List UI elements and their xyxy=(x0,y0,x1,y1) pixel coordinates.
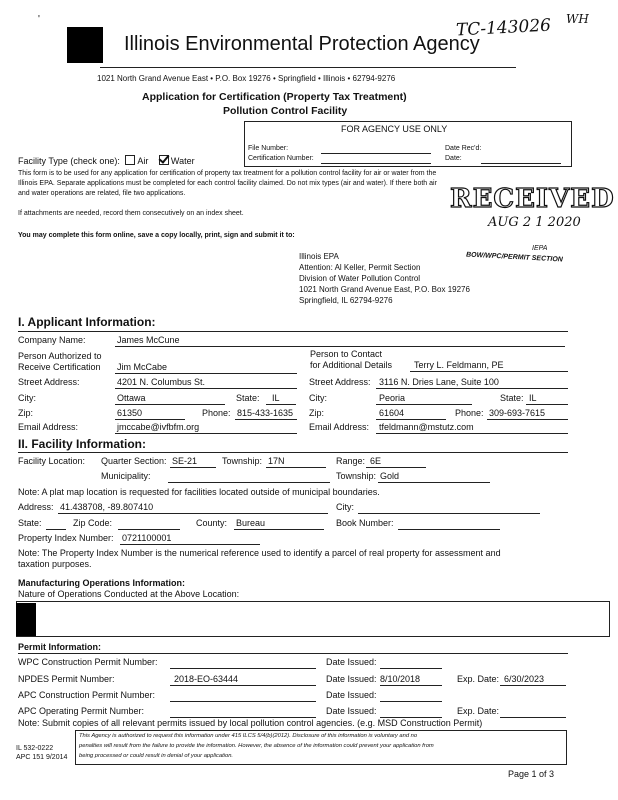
contact-value[interactable]: Terry L. Feldmann, PE xyxy=(414,360,504,370)
stamp-agency: IEPA xyxy=(532,245,548,252)
phone-value[interactable]: 815-433-1635 xyxy=(237,408,294,418)
header-rule xyxy=(100,67,516,68)
facility-state-label: State: xyxy=(18,518,42,528)
received-stamp: RECEIVED xyxy=(450,184,615,214)
apc-operating-date-label: Date Issued: xyxy=(326,706,377,716)
phone2-label: Phone: xyxy=(455,408,484,418)
email-value[interactable]: jmccabe@ivfbfm.org xyxy=(117,422,200,432)
city-label: City: xyxy=(18,393,36,403)
street-label: Street Address: xyxy=(18,377,80,387)
company-name-line xyxy=(115,346,565,347)
date-recd-label: Date Rec'd: xyxy=(445,145,482,152)
township-value[interactable]: Gold xyxy=(380,471,400,481)
street2-line xyxy=(376,388,568,389)
npdes-date-line xyxy=(380,685,442,686)
facility-address-label: Address: xyxy=(18,502,54,512)
apc-construction-line xyxy=(170,701,316,702)
file-number-label: File Number: xyxy=(248,145,289,152)
file-number-line xyxy=(321,153,431,154)
disclosure-box xyxy=(75,730,567,765)
instructions-line-1: This form is to be used for any application for certification of property tax treatment for a pollution control facility for air or water from the xyxy=(18,170,437,177)
contact-line xyxy=(410,371,568,372)
air-checkbox[interactable] xyxy=(125,155,135,165)
permit-rule xyxy=(18,653,568,654)
email-line xyxy=(115,433,297,434)
cert-number-line xyxy=(321,163,431,164)
pin-label: Property Index Number: xyxy=(18,533,114,543)
mailing-address xyxy=(299,251,470,306)
zip-line xyxy=(115,419,185,420)
book-number-label: Book Number: xyxy=(336,518,394,528)
street2-label: Street Address: xyxy=(309,377,371,387)
npdes-date-label: Date Issued: xyxy=(326,674,377,684)
state-line xyxy=(266,404,296,405)
agency-use-title: FOR AGENCY USE ONLY xyxy=(341,124,448,134)
water-checkbox[interactable] xyxy=(159,155,169,165)
range-line xyxy=(366,467,426,468)
facility-address-line xyxy=(58,513,328,514)
city2-label: City: xyxy=(309,393,327,403)
state-label: State: xyxy=(236,393,260,403)
wpc-date-label: Date Issued: xyxy=(326,657,377,667)
street2-value[interactable]: 3116 N. Dries Lane, Suite 100 xyxy=(379,377,499,387)
facility-zip-label: Zip Code: xyxy=(73,518,113,528)
apc-operating-label: APC Operating Permit Number: xyxy=(18,706,145,716)
facility-rule xyxy=(18,452,568,453)
zip-label: Zip: xyxy=(18,408,34,418)
form-number: IL 532-0222 xyxy=(16,745,54,752)
date-line xyxy=(481,163,561,164)
mail-line-1: Illinois EPA xyxy=(299,252,339,261)
wpc-date-line xyxy=(380,668,442,669)
redaction-block xyxy=(16,603,36,636)
mail-line-3: Division of Water Pollution Control xyxy=(299,274,421,283)
township-num-label: Township: xyxy=(222,456,263,466)
apc-operating-exp-label: Exp. Date: xyxy=(457,706,500,716)
facility-state-line xyxy=(46,529,66,530)
phone-line xyxy=(235,419,297,420)
disclosure-line-3: being processed or could result in denial of your application. xyxy=(79,753,234,759)
zip2-value[interactable]: 61604 xyxy=(379,408,405,418)
email2-line xyxy=(376,433,568,434)
stamp-bureau: BOW/WPC/PERMIT SECTION xyxy=(465,251,563,264)
zip2-line xyxy=(376,419,446,420)
agency-address: 1021 North Grand Avenue East • P.O. Box 19276 • Springfield • Illinois • 62794-9276 xyxy=(97,74,396,83)
water-label: Water xyxy=(170,156,195,166)
contact-label xyxy=(310,349,392,371)
handwritten-tc-number: TC-143026 xyxy=(455,15,552,41)
county-line xyxy=(234,529,324,530)
wpc-permit-label: WPC Construction Permit Number: xyxy=(18,657,158,667)
phone2-line xyxy=(487,419,568,420)
mail-line-4: 1021 North Grand Avenue East, P.O. Box 19276 xyxy=(299,285,470,294)
person-authorized-label xyxy=(18,351,102,373)
agency-use-box xyxy=(244,121,572,167)
nature-of-operations-box[interactable] xyxy=(16,601,610,637)
quarter-section-value[interactable]: SE-21 xyxy=(172,456,198,466)
facility-location-label: Facility Location: xyxy=(18,456,86,466)
person-label-2: Receive Certification xyxy=(18,362,101,372)
apc-construction-date-line xyxy=(380,701,442,702)
disclosure-line-1: This Agency is authorized to request this information under 415 ILCS 5/4(b)(2012). Disclosure of this information is voluntary and no xyxy=(79,733,418,739)
permit-heading: Permit Information: xyxy=(18,642,102,652)
township-label: Township: xyxy=(336,471,377,481)
attachments-note: If attachments are needed, record them consecutively on an index sheet. xyxy=(18,210,244,217)
instructions-line-3: and water operations are related, file two applications. xyxy=(18,190,186,197)
instructions-line-2: Illinois EPA. Separate applications must be completed for each control facility claimed. Do not mix types (air and water). If there both air xyxy=(18,180,437,187)
submit-instruction: You may complete this form online, save a copy locally, print, sign and submit it to: xyxy=(18,232,295,239)
township-line xyxy=(378,482,490,483)
agency-logo xyxy=(67,27,103,63)
township-num-value[interactable]: 17N xyxy=(268,456,285,466)
form-revision: APC 151 9/2014 xyxy=(16,754,68,761)
municipality-line xyxy=(168,482,330,483)
street-line xyxy=(115,388,297,389)
npdes-exp-line xyxy=(500,685,566,686)
form-subtitle: Pollution Control Facility xyxy=(223,105,348,117)
contact-label-2: for Additional Details xyxy=(310,360,393,370)
facility-city-label: City: xyxy=(336,502,354,512)
pin-value[interactable]: 0721100001 xyxy=(122,533,172,543)
applicant-heading: I. Applicant Information: xyxy=(18,315,156,329)
county-label: County: xyxy=(196,518,228,528)
plat-map-note: Note: A plat map location is requested for facilities located outside of municipal boundaries. xyxy=(18,487,380,497)
city-line xyxy=(115,404,225,405)
npdes-exp-value[interactable]: 6/30/2023 xyxy=(504,674,545,684)
facility-type-label: Facility Type (check one): xyxy=(18,156,120,166)
facility-zip-line xyxy=(118,529,180,530)
zip-value[interactable]: 61350 xyxy=(117,408,143,418)
company-name-label: Company Name: xyxy=(18,335,86,345)
air-label: Air xyxy=(137,156,149,166)
state-value[interactable]: IL xyxy=(272,393,280,403)
zip2-label: Zip: xyxy=(309,408,325,418)
corner-mark: ' xyxy=(38,14,40,25)
npdes-permit-line xyxy=(170,685,316,686)
pin-note-line-1: Note: The Property Index Number is the numerical reference used to identify a parcel of real property for assessment and xyxy=(18,548,501,558)
email2-value[interactable]: tfeldmann@mstutz.com xyxy=(379,422,474,432)
phone2-value[interactable]: 309-693-7615 xyxy=(489,408,546,418)
npdes-exp-label: Exp. Date: xyxy=(457,674,500,684)
disclosure-line-2: penalties will result from the failure to provide the information. However, the absence of the information could prevent your application from xyxy=(79,743,434,749)
apc-construction-label: APC Construction Permit Number: xyxy=(18,690,156,700)
email2-label: Email Address: xyxy=(309,422,370,432)
quarter-section-line xyxy=(170,467,216,468)
book-number-line xyxy=(398,529,500,530)
stamp-date: AUG 2 1 2020 xyxy=(488,215,581,230)
contact-label-1: Person to Contact xyxy=(310,349,383,359)
mail-line-5: Springfield, IL 62794-9276 xyxy=(299,296,393,305)
facility-type xyxy=(18,155,195,166)
agency-name: Illinois Environmental Protection Agency xyxy=(124,33,480,55)
apc-construction-date-label: Date Issued: xyxy=(326,690,377,700)
city-value[interactable]: Ottawa xyxy=(117,393,146,403)
range-value[interactable]: 6E xyxy=(370,456,382,466)
npdes-permit-label: NPDES Permit Number: xyxy=(18,674,115,684)
applicant-rule xyxy=(18,331,568,332)
company-name-value[interactable]: James McCune xyxy=(117,335,180,345)
permits-note: Note: Submit copies of all relevant permits issued by local pollution control agencies. (e.g. MSD Construction Permit) xyxy=(18,718,483,728)
county-value[interactable]: Bureau xyxy=(236,518,266,528)
pin-note-line-2: taxation purposes. xyxy=(18,559,92,569)
person-authorized-line xyxy=(115,373,297,374)
apc-operating-exp-line xyxy=(500,717,566,718)
facility-heading: II. Facility Information: xyxy=(18,437,147,451)
form-title: Application for Certification (Property Tax Treatment) xyxy=(142,91,407,103)
page-number: Page 1 of 3 xyxy=(508,769,555,779)
state2-value[interactable]: IL xyxy=(529,393,537,403)
city2-line xyxy=(376,404,472,405)
handwritten-initials: WH xyxy=(566,12,589,26)
township-num-line xyxy=(266,467,326,468)
person-authorized-value[interactable]: Jim McCabe xyxy=(117,362,168,372)
person-label-1: Person Authorized to xyxy=(18,351,102,361)
facility-address-value[interactable]: 41.438708, -89.807410 xyxy=(60,502,154,512)
npdes-permit-value[interactable]: 2018-EO-63444 xyxy=(174,674,239,684)
pin-line xyxy=(120,544,260,545)
nature-of-operations-label: Nature of Operations Conducted at the Above Location: xyxy=(18,589,240,599)
range-label: Range: xyxy=(336,456,366,466)
date-label: Date: xyxy=(445,155,462,162)
street-value[interactable]: 4201 N. Columbus St. xyxy=(117,377,206,387)
city2-value[interactable]: Peoria xyxy=(379,393,406,403)
manufacturing-heading: Manufacturing Operations Information: xyxy=(18,578,186,588)
email-label: Email Address: xyxy=(18,422,79,432)
state2-label: State: xyxy=(500,393,524,403)
cert-number-label: Certification Number: xyxy=(248,155,314,162)
mail-line-2: Attention: Al Keller, Permit Section xyxy=(299,263,421,272)
municipality-label: Municipality: xyxy=(101,471,151,481)
wpc-permit-line xyxy=(170,668,316,669)
facility-city-line xyxy=(358,513,540,514)
quarter-section-label: Quarter Section: xyxy=(101,456,167,466)
npdes-date-value[interactable]: 8/10/2018 xyxy=(380,674,421,684)
phone-label: Phone: xyxy=(202,408,231,418)
state2-line xyxy=(526,404,568,405)
